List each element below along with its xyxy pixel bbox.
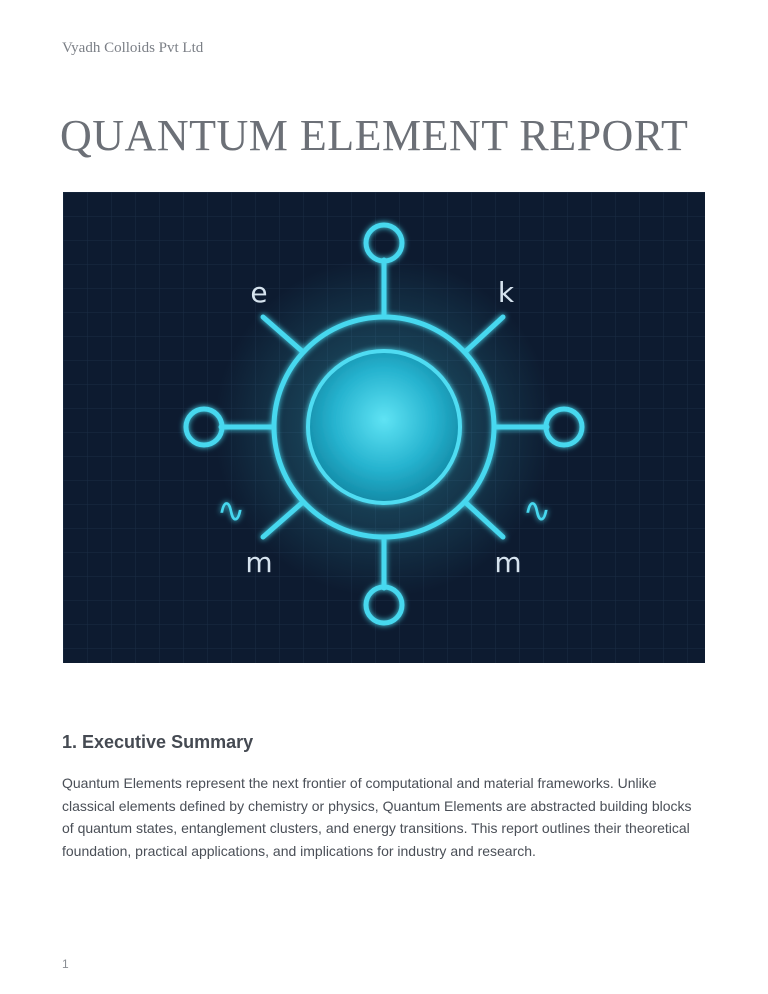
page-number: 1 — [62, 957, 69, 971]
label-m-right: m — [494, 546, 522, 579]
quantum-element-diagram — [63, 192, 705, 663]
executive-summary-text: Quantum Elements represent the next frontier of computational and material frameworks. Unlike classical elements defined by chemistry or physics, Quantum Elements are abstracted building blocks of quantum states, entanglement clusters, and energy transitions. This report outlines their theoretical foundation, practical applications, and implications for industry and research. — [62, 775, 692, 859]
label-k: k — [497, 276, 515, 309]
section-heading: 1. Executive Summary — [62, 732, 254, 752]
label-e: e — [250, 276, 268, 309]
wave-right-icon: ∿ — [522, 491, 552, 531]
company-name: Vyadh Colloids Pvt Ltd — [62, 40, 204, 56]
wave-left-icon: ∿ — [216, 491, 246, 531]
label-m-left: m — [245, 546, 273, 579]
hero-illustration — [63, 192, 705, 663]
document-title: QUANTUM ELEMENT REPORT — [60, 111, 689, 160]
core-sphere — [308, 351, 460, 503]
